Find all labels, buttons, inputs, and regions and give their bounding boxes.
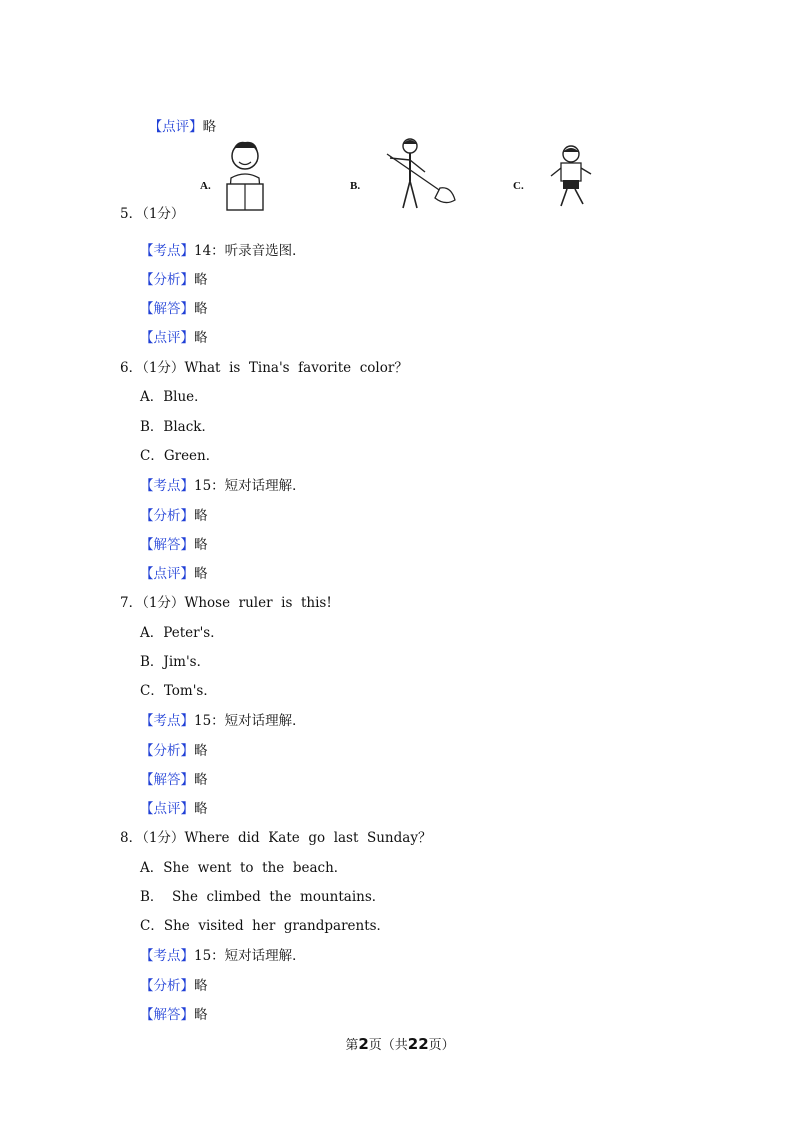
q6-option-c: C．Green． bbox=[140, 448, 220, 464]
text: 略 bbox=[194, 1007, 208, 1023]
q8-option-a: A．She went to the beach． bbox=[140, 860, 348, 876]
q6-option-a: A．Blue． bbox=[140, 389, 208, 405]
q7-analysis-2 bbox=[140, 771, 208, 789]
q5-analysis-1 bbox=[140, 271, 208, 289]
page-total: 22 bbox=[407, 1035, 429, 1053]
boy-reading-icon bbox=[215, 136, 275, 216]
question-6 bbox=[120, 359, 408, 377]
review-line bbox=[140, 100, 216, 136]
footer-pre: 第 bbox=[345, 1038, 359, 1053]
footer-post: 页） bbox=[428, 1038, 455, 1053]
q6-analysis-3 bbox=[140, 565, 208, 583]
question-8 bbox=[120, 829, 431, 847]
text: 略 bbox=[194, 743, 208, 759]
tag: 【点评】 bbox=[140, 566, 194, 582]
q7-option-b: B．Jim's． bbox=[140, 654, 211, 670]
tag: 【分析】 bbox=[140, 978, 194, 994]
text: 略 bbox=[194, 566, 208, 582]
question-5-number: 5．（1分） bbox=[120, 206, 185, 222]
tag: 【点评】 bbox=[140, 801, 194, 817]
tag: 【分析】 bbox=[140, 508, 194, 524]
q7-analysis-0 bbox=[140, 712, 306, 730]
question-7-number: 7．（1分） bbox=[120, 595, 185, 611]
tag: 【分析】 bbox=[140, 272, 194, 288]
q8-analysis-0 bbox=[140, 947, 306, 965]
q7-analysis-3 bbox=[140, 800, 208, 818]
q7-analysis-1 bbox=[140, 742, 208, 760]
tag: 【考点】 bbox=[140, 478, 194, 494]
tag: 【点评】 bbox=[140, 330, 194, 346]
text: 15：短对话理解． bbox=[194, 478, 306, 494]
tag: 【解答】 bbox=[140, 301, 194, 317]
question-8-number: 8．（1分） bbox=[120, 830, 185, 846]
tag: 【分析】 bbox=[140, 743, 194, 759]
tag: 【考点】 bbox=[140, 948, 194, 964]
q6-analysis-2 bbox=[140, 536, 208, 554]
q5-analysis-2 bbox=[140, 300, 208, 318]
text: 略 bbox=[194, 301, 208, 317]
boy-running-icon bbox=[547, 144, 597, 214]
question-7 bbox=[120, 594, 332, 612]
q5-analysis-3 bbox=[140, 329, 208, 347]
tag: 【解答】 bbox=[140, 1007, 194, 1023]
text: 略 bbox=[194, 330, 208, 346]
page-number: 2 bbox=[358, 1035, 369, 1053]
footer-mid: 页（共 bbox=[368, 1038, 408, 1053]
picture-c-label: C. bbox=[513, 180, 524, 192]
q8-analysis-2 bbox=[140, 1006, 208, 1024]
q8-option-b: B． She climbed the mountains． bbox=[140, 889, 386, 905]
tag: 【解答】 bbox=[140, 537, 194, 553]
q6-analysis-0 bbox=[140, 477, 306, 495]
question-7-text: Whose ruler is this! bbox=[184, 595, 332, 611]
text: 略 bbox=[194, 272, 208, 288]
question-5 bbox=[120, 205, 184, 223]
tag: 【解答】 bbox=[140, 772, 194, 788]
picture-b-label: B. bbox=[350, 180, 361, 192]
tag: 【考点】 bbox=[140, 713, 194, 729]
text: 15：短对话理解． bbox=[194, 713, 306, 729]
text: 略 bbox=[194, 537, 208, 553]
q6-analysis-1 bbox=[140, 507, 208, 525]
text: 14：听录音选图． bbox=[194, 243, 306, 259]
q8-analysis-1 bbox=[140, 977, 208, 995]
page-footer bbox=[0, 1034, 800, 1053]
text: 略 bbox=[194, 508, 208, 524]
question-6-number: 6．（1分） bbox=[120, 360, 185, 376]
q8-option-c: C．She visited her grandparents． bbox=[140, 918, 391, 934]
q6-option-b: B．Black． bbox=[140, 419, 215, 435]
question-6-text: What is Tina's favorite color？ bbox=[184, 360, 408, 376]
text: 略 bbox=[194, 801, 208, 817]
q5-analysis-0 bbox=[140, 242, 306, 260]
text: 略 bbox=[194, 772, 208, 788]
review-tag: 【点评】 bbox=[148, 119, 203, 135]
review-text: 略 bbox=[202, 119, 217, 135]
text: 略 bbox=[194, 978, 208, 994]
picture-a-label: A. bbox=[200, 180, 211, 192]
text: 15：短对话理解． bbox=[194, 948, 306, 964]
girl-sweeping-icon bbox=[385, 136, 465, 216]
q5-pictures bbox=[195, 136, 615, 216]
q7-option-c: C．Tom's． bbox=[140, 683, 217, 699]
tag: 【考点】 bbox=[140, 243, 194, 259]
question-8-text: Where did Kate go last Sunday？ bbox=[184, 830, 432, 846]
q7-option-a: A．Peter's． bbox=[140, 625, 224, 641]
